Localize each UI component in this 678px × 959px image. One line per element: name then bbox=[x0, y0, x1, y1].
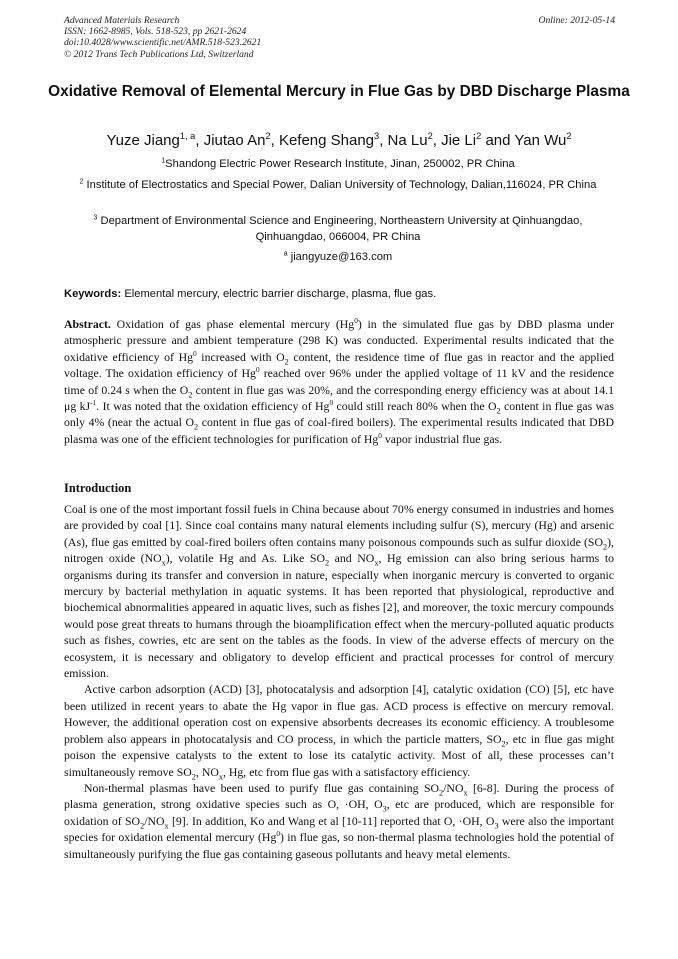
author-separator: and bbox=[481, 132, 515, 149]
author-mark: 2 bbox=[427, 131, 433, 141]
affiliation-text: Shandong Electric Power Research Institute, Jinan, 250002, PR China bbox=[165, 158, 515, 170]
author-name: Na Lu bbox=[387, 132, 428, 149]
email-mark: a bbox=[283, 250, 288, 258]
affiliation-mark: 1 bbox=[161, 157, 166, 165]
paragraph: Coal is one of the most important fossil fuels in China because about 70% energy consumed in industries and homes are provided by coal [1]. Since coal contains many natural elements including sulfur (S), mercury (Hg) and arsenic (As), flue gas emitted by coal-fired boilers often contains many poisonous compounds such as sulfur dioxide $(SO_2)$, nitrogen oxide $(NO_x)$, volatile Hg and As. Like $SO_2$ and $NO_x$, Hg emission can also bring serious harms to organisms during its transfer and conversion in nature, especially when inorganic mercury is converted to organic mercury by bacterial methylation in aquatic systems. It has been reported that physiological, reproductive and biochemical abnormalities appeared in aquatic lives, such as fishes [2], and moreover, the toxic mercury compounds would pose great threats to humans through the bioamplification effect when the mercury-polluted aquatic products such as fishes, cowries, etc are sent on the tables as the foods. In view of the adverse effects of mercury on the ecosystem, it is necessary and obligatory to develop efficient and practical processes for control of mercury emission. bbox=[64, 502, 614, 681]
author-mark: 2 bbox=[476, 131, 482, 141]
author-separator: , bbox=[270, 132, 279, 149]
author-separator: , bbox=[379, 132, 388, 149]
affiliation-3 bbox=[62, 214, 614, 245]
abstract-text: Oxidation of gas phase elemental mercury (Hg$^0$) in the simulated flue gas by DBD plasma under atmospheric pressure and ambient temperature (298 K) was conducted. Experimental results indicated that the oxidative efficiency of Hg$^0$ increased with $O_2$ content, the residence time of flue gas in reactor and the applied voltage. The oxidation efficiency of Hg$^0$ reached over 96% under the applied voltage of 11 kV and the residence time of 0.24 s when the $O_2$ content in flue gas was 20%, and the corresponding energy efficiency was at about 14.1 μg $kJ^{-1}$. It was noted that the oxidation efficiency of Hg$^0$ could still reach 80% when the $O_2$ content in flue gas was only 4% (near the actual $O_2$ content in flue gas of coal-fired boilers). The experimental results indicated that DBD plasma was one of the efficient technologies for purification of Hg$^0$ vapor industrial flue gas. bbox=[64, 316, 614, 446]
keywords-text: Elemental mercury, electric barrier discharge, plasma, flue gas. bbox=[124, 288, 437, 300]
author-separator: , bbox=[195, 132, 204, 149]
introduction-body bbox=[64, 501, 614, 862]
abstract-label: Abstract. bbox=[64, 317, 111, 331]
keywords bbox=[64, 287, 614, 302]
corresponding-email bbox=[62, 250, 614, 266]
email-address[interactable]: jiangyuze@163.com bbox=[290, 251, 393, 263]
section-heading-introduction: Introduction bbox=[64, 481, 132, 495]
author-mark: 3 bbox=[374, 131, 380, 141]
paper-title: Oxidative Removal of Elemental Mercury in Flue Gas by DBD Discharge Plasma bbox=[48, 83, 630, 100]
author-mark: 2 bbox=[566, 131, 572, 141]
online-date: Online: 2012-05-14 bbox=[538, 15, 615, 26]
keywords-label: Keywords: bbox=[64, 288, 122, 300]
journal-name: Advanced Materials Research bbox=[64, 15, 180, 26]
author-mark: 2 bbox=[265, 131, 271, 141]
paragraph: Non-thermal plasmas have been used to purify flue gas containing $SO_2/NO_x$ [6-8]. During the process of plasma generation, strong oxidative species such as O, ·OH, $O_3$, etc are produced, which are responsible for oxidation of $SO_2/NO_x$ [9]. In addition, Ko and Wang et al [10-11] reported that O, ·OH, $O_3$ were also the important species for oxidation elemental mercury (Hg$^0$) in flue gas, so non-thermal plasma technologies hold the potential of simultaneously purifying the flue gas containing gaseous pollutants and heavy metal elements. bbox=[64, 780, 614, 861]
doi-line: doi:10.4028/www.scientific.net/AMR.518-523.2621 bbox=[64, 37, 262, 49]
author-name: Jie Li bbox=[441, 132, 477, 149]
author-separator: , bbox=[432, 132, 442, 149]
affiliation-text: Institute of Electrostatics and Special Power, Dalian University of Technology, Dalian,116024, PR China bbox=[86, 179, 597, 191]
journal-header bbox=[64, 15, 615, 60]
affiliation-mark: 3 bbox=[93, 214, 98, 222]
author-name: Yan Wu bbox=[514, 132, 567, 149]
affiliation-2 bbox=[62, 178, 614, 194]
issn-line: ISSN: 1662-8985, Vols. 518-523, pp 2621-2624 bbox=[64, 26, 247, 38]
author-name: Kefeng Shang bbox=[278, 132, 375, 149]
author-name: Jiutao An bbox=[203, 132, 266, 149]
copyright-line: © 2012 Trans Tech Publications Ltd, Switzerland bbox=[64, 48, 254, 60]
affiliation-mark: 2 bbox=[79, 178, 84, 186]
paragraph: Active carbon adsorption (ACD) [3], photocatalysis and adsorption [4], catalytic oxidation (CO) [5], etc have been utilized in recent years to abate the Hg vapor in flue gas. ACD process is effective on mercury removal. However, the additional operation cost on expensive absorbents decreases its economic efficiency. A troublesome problem also appears in photocatalysis and CO process, in which the particle matters, $SO_2$, etc in flue gas might poison the expensive catalysts to the extent to lose its catalytic activity. Most of all, these processes can’t simultaneously remove $SO_2$, $NO_x$, Hg, etc from flue gas with a satisfactory efficiency. bbox=[64, 682, 615, 781]
author-name: Yuze Jiang bbox=[106, 132, 180, 149]
author-mark: 1, a bbox=[179, 131, 196, 141]
author-list bbox=[40, 131, 638, 151]
abstract bbox=[64, 316, 614, 447]
affiliation-text: Department of Environmental Science and Engineering, Northeastern University at Qinhuangdao, Qinhuangdao, 066004, PR China bbox=[100, 215, 583, 243]
affiliation-1 bbox=[62, 157, 614, 173]
